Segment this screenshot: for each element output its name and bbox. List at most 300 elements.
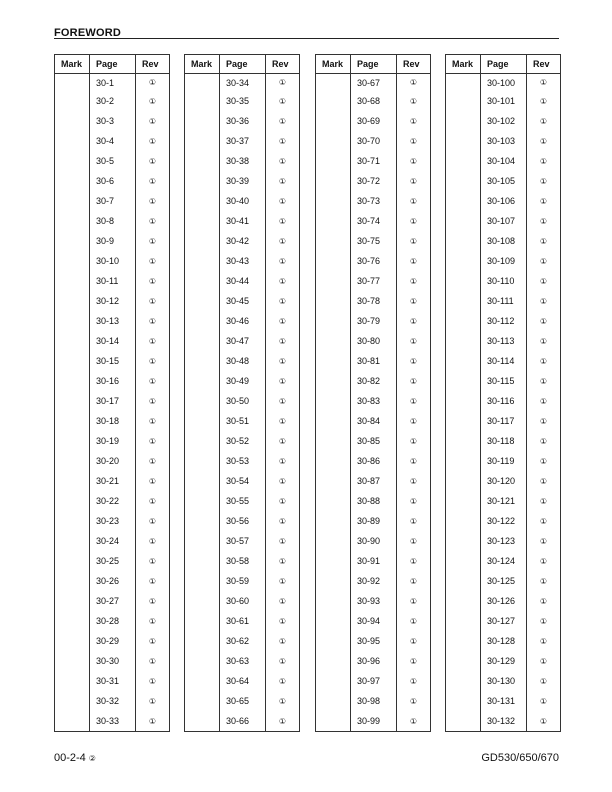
page-cell: 30-18	[90, 411, 136, 431]
page-cell: 30-118	[481, 431, 527, 451]
page-cell: 30-112	[481, 311, 527, 331]
rev-cell: ①	[266, 231, 300, 251]
table-row	[446, 611, 561, 631]
table-row	[185, 74, 300, 92]
rev-cell: ①	[266, 251, 300, 271]
page-cell: 30-71	[351, 151, 397, 171]
table-row	[316, 651, 431, 671]
mark-cell	[185, 451, 220, 471]
page-cell: 30-49	[220, 371, 266, 391]
rev-cell: ①	[266, 591, 300, 611]
rev-cell: ①	[397, 671, 431, 691]
table-row	[316, 411, 431, 431]
mark-cell	[316, 251, 351, 271]
page-cell: 30-8	[90, 211, 136, 231]
mark-cell	[55, 91, 90, 111]
mark-cell	[316, 371, 351, 391]
mark-cell	[446, 191, 481, 211]
table-header-row	[316, 55, 431, 74]
column-header-page: Page	[481, 55, 527, 74]
footer-page-number	[54, 752, 96, 764]
mark-cell	[446, 111, 481, 131]
page-cell: 30-30	[90, 651, 136, 671]
table-row	[446, 571, 561, 591]
rev-cell: ①	[266, 331, 300, 351]
table-row	[446, 231, 561, 251]
rev-cell: ①	[527, 331, 561, 351]
page-cell: 30-128	[481, 631, 527, 651]
mark-cell	[185, 411, 220, 431]
mark-cell	[55, 171, 90, 191]
rev-cell: ①	[397, 191, 431, 211]
mark-cell	[446, 471, 481, 491]
page-cell: 30-6	[90, 171, 136, 191]
mark-cell	[185, 311, 220, 331]
page-cell: 30-100	[481, 74, 527, 92]
table-row	[446, 471, 561, 491]
rev-cell: ①	[527, 271, 561, 291]
rev-cell: ①	[136, 91, 170, 111]
page-cell: 30-93	[351, 591, 397, 611]
rev-cell: ①	[397, 271, 431, 291]
table-row	[185, 151, 300, 171]
page-cell: 30-62	[220, 631, 266, 651]
table-row	[55, 111, 170, 131]
rev-cell: ①	[136, 311, 170, 331]
page-cell: 30-124	[481, 551, 527, 571]
table-row	[55, 331, 170, 351]
rev-cell: ①	[266, 411, 300, 431]
mark-cell	[446, 491, 481, 511]
mark-cell	[185, 631, 220, 651]
mark-cell	[185, 74, 220, 92]
table-row	[185, 291, 300, 311]
page-cell: 30-20	[90, 451, 136, 471]
table-row	[185, 471, 300, 491]
mark-cell	[316, 74, 351, 92]
mark-cell	[316, 211, 351, 231]
mark-cell	[446, 231, 481, 251]
mark-cell	[446, 371, 481, 391]
mark-cell	[55, 451, 90, 471]
page-cell: 30-38	[220, 151, 266, 171]
rev-cell: ①	[527, 671, 561, 691]
rev-cell: ①	[527, 211, 561, 231]
mark-cell	[316, 311, 351, 331]
table-row	[316, 291, 431, 311]
page-cell: 30-113	[481, 331, 527, 351]
table-row	[316, 391, 431, 411]
table-header-row	[185, 55, 300, 74]
page-cell: 30-3	[90, 111, 136, 131]
rev-cell: ①	[527, 371, 561, 391]
table-row	[185, 611, 300, 631]
rev-cell: ①	[266, 151, 300, 171]
table-row	[446, 491, 561, 511]
table-row	[316, 271, 431, 291]
rev-cell: ①	[266, 611, 300, 631]
page-cell: 30-72	[351, 171, 397, 191]
page-cell: 30-77	[351, 271, 397, 291]
rev-cell: ①	[266, 471, 300, 491]
rev-cell: ①	[527, 311, 561, 331]
page-cell: 30-19	[90, 431, 136, 451]
mark-cell	[55, 151, 90, 171]
table-row	[55, 191, 170, 211]
page-cell: 30-80	[351, 331, 397, 351]
table-row	[446, 391, 561, 411]
revision-table-2	[184, 54, 300, 732]
rev-cell: ①	[397, 351, 431, 371]
page-cell: 30-31	[90, 671, 136, 691]
mark-cell	[316, 491, 351, 511]
page-cell: 30-29	[90, 631, 136, 651]
rev-cell: ①	[136, 711, 170, 732]
rev-cell: ①	[266, 691, 300, 711]
table-row	[55, 711, 170, 732]
rev-cell: ①	[397, 231, 431, 251]
table-row	[185, 411, 300, 431]
rev-cell: ①	[136, 431, 170, 451]
table-row	[185, 191, 300, 211]
table-row	[316, 351, 431, 371]
page-cell: 30-16	[90, 371, 136, 391]
page-cell: 30-69	[351, 111, 397, 131]
mark-cell	[446, 431, 481, 451]
mark-cell	[185, 331, 220, 351]
table-row	[185, 651, 300, 671]
mark-cell	[55, 371, 90, 391]
table-row	[55, 291, 170, 311]
rev-cell: ①	[527, 251, 561, 271]
page-cell: 30-21	[90, 471, 136, 491]
rev-cell: ①	[136, 611, 170, 631]
page-cell: 30-12	[90, 291, 136, 311]
page-cell: 30-126	[481, 591, 527, 611]
rev-cell: ①	[266, 391, 300, 411]
column-header-rev: Rev	[136, 55, 170, 74]
mark-cell	[185, 651, 220, 671]
mark-cell	[185, 531, 220, 551]
table-row	[55, 451, 170, 471]
mark-cell	[446, 711, 481, 732]
page-cell: 30-92	[351, 571, 397, 591]
mark-cell	[446, 271, 481, 291]
page-cell: 30-61	[220, 611, 266, 631]
rev-cell: ①	[266, 651, 300, 671]
mark-cell	[316, 231, 351, 251]
page-cell: 30-13	[90, 311, 136, 331]
mark-cell	[185, 211, 220, 231]
table-row	[55, 391, 170, 411]
table-row	[316, 131, 431, 151]
mark-cell	[446, 451, 481, 471]
table-row	[55, 231, 170, 251]
rev-cell: ①	[397, 651, 431, 671]
revision-table-1	[54, 54, 170, 732]
table-row	[446, 74, 561, 92]
table-row	[446, 671, 561, 691]
rev-cell: ①	[136, 391, 170, 411]
page-cell: 30-97	[351, 671, 397, 691]
mark-cell	[185, 711, 220, 732]
mark-cell	[185, 251, 220, 271]
rev-cell: ①	[136, 131, 170, 151]
mark-cell	[185, 231, 220, 251]
table-row	[55, 671, 170, 691]
page-cell: 30-102	[481, 111, 527, 131]
page-cell: 30-50	[220, 391, 266, 411]
page-cell: 30-25	[90, 551, 136, 571]
page-cell: 30-5	[90, 151, 136, 171]
table-row	[446, 171, 561, 191]
rev-cell: ①	[397, 631, 431, 651]
page-cell: 30-14	[90, 331, 136, 351]
mark-cell	[316, 411, 351, 431]
rev-cell: ①	[266, 711, 300, 732]
page-cell: 30-26	[90, 571, 136, 591]
rev-cell: ①	[527, 491, 561, 511]
rev-cell: ①	[266, 371, 300, 391]
table-row	[55, 551, 170, 571]
page-cell: 30-73	[351, 191, 397, 211]
table-row	[185, 711, 300, 732]
table-row	[55, 491, 170, 511]
rev-cell: ①	[136, 671, 170, 691]
mark-cell	[185, 591, 220, 611]
page-cell: 30-81	[351, 351, 397, 371]
page-cell: 30-23	[90, 511, 136, 531]
rev-cell: ①	[397, 111, 431, 131]
table-row	[185, 271, 300, 291]
page-cell: 30-66	[220, 711, 266, 732]
table-row	[446, 251, 561, 271]
rev-cell: ①	[266, 451, 300, 471]
table-row	[185, 691, 300, 711]
page-cell: 30-43	[220, 251, 266, 271]
table-row	[316, 571, 431, 591]
page-cell: 30-98	[351, 691, 397, 711]
mark-cell	[446, 331, 481, 351]
table-row	[446, 371, 561, 391]
mark-cell	[446, 311, 481, 331]
table-row	[55, 651, 170, 671]
column-header-mark: Mark	[185, 55, 220, 74]
rev-cell: ①	[266, 211, 300, 231]
rev-cell: ①	[266, 291, 300, 311]
table-row	[446, 431, 561, 451]
mark-cell	[446, 391, 481, 411]
table-row	[446, 691, 561, 711]
rev-cell: ①	[136, 331, 170, 351]
table-row	[316, 611, 431, 631]
rev-cell: ①	[397, 431, 431, 451]
page-cell: 30-57	[220, 531, 266, 551]
table-row	[55, 591, 170, 611]
page-cell: 30-84	[351, 411, 397, 431]
rev-cell: ①	[136, 691, 170, 711]
rev-cell: ①	[527, 591, 561, 611]
mark-cell	[446, 131, 481, 151]
rev-cell: ①	[266, 431, 300, 451]
page-cell: 30-85	[351, 431, 397, 451]
table-row	[316, 631, 431, 651]
page-cell: 30-107	[481, 211, 527, 231]
rev-cell: ①	[136, 171, 170, 191]
mark-cell	[55, 351, 90, 371]
page-cell: 30-52	[220, 431, 266, 451]
page-cell: 30-114	[481, 351, 527, 371]
table-row	[316, 111, 431, 131]
mark-cell	[316, 431, 351, 451]
rev-cell: ①	[527, 91, 561, 111]
mark-cell	[446, 351, 481, 371]
rev-cell: ①	[527, 611, 561, 631]
mark-cell	[185, 111, 220, 131]
mark-cell	[185, 391, 220, 411]
mark-cell	[185, 691, 220, 711]
rev-cell: ①	[266, 631, 300, 651]
mark-cell	[185, 551, 220, 571]
header-rule	[54, 38, 559, 39]
revision-table-4	[445, 54, 561, 732]
mark-cell	[316, 91, 351, 111]
table-row	[55, 351, 170, 371]
page-cell: 30-130	[481, 671, 527, 691]
rev-cell: ①	[527, 391, 561, 411]
page-cell: 30-60	[220, 591, 266, 611]
table-row	[446, 131, 561, 151]
mark-cell	[446, 151, 481, 171]
page-cell: 30-58	[220, 551, 266, 571]
mark-cell	[55, 711, 90, 732]
table-row	[446, 711, 561, 732]
page-cell: 30-33	[90, 711, 136, 732]
table-row	[316, 471, 431, 491]
page-title: FOREWORD	[54, 27, 121, 39]
table-row	[55, 211, 170, 231]
rev-cell: ①	[136, 511, 170, 531]
page-cell: 30-83	[351, 391, 397, 411]
page-cell: 30-129	[481, 651, 527, 671]
table-row	[316, 491, 431, 511]
table-row	[55, 431, 170, 451]
table-row	[55, 371, 170, 391]
rev-cell: ①	[527, 551, 561, 571]
mark-cell	[185, 671, 220, 691]
table-row	[316, 331, 431, 351]
rev-cell: ①	[397, 611, 431, 631]
mark-cell	[446, 531, 481, 551]
page-cell: 30-1	[90, 74, 136, 92]
page-cell: 30-47	[220, 331, 266, 351]
mark-cell	[316, 691, 351, 711]
rev-cell: ①	[527, 351, 561, 371]
page-cell: 30-44	[220, 271, 266, 291]
table-row	[55, 251, 170, 271]
mark-cell	[316, 611, 351, 631]
mark-cell	[316, 331, 351, 351]
mark-cell	[316, 471, 351, 491]
page-cell: 30-86	[351, 451, 397, 471]
page-cell: 30-76	[351, 251, 397, 271]
page-cell: 30-106	[481, 191, 527, 211]
mark-cell	[316, 711, 351, 732]
table-row	[316, 711, 431, 732]
page-cell: 30-15	[90, 351, 136, 371]
mark-cell	[316, 151, 351, 171]
rev-cell: ①	[397, 591, 431, 611]
mark-cell	[185, 511, 220, 531]
mark-cell	[55, 491, 90, 511]
page-cell: 30-24	[90, 531, 136, 551]
column-header-page: Page	[90, 55, 136, 74]
column-header-mark: Mark	[316, 55, 351, 74]
rev-cell: ①	[136, 231, 170, 251]
rev-cell: ①	[527, 411, 561, 431]
table-row	[185, 451, 300, 471]
table-row	[185, 231, 300, 251]
rev-cell: ①	[397, 551, 431, 571]
mark-cell	[55, 191, 90, 211]
table-row	[185, 251, 300, 271]
page-cell: 30-101	[481, 91, 527, 111]
rev-cell: ①	[266, 171, 300, 191]
mark-cell	[185, 171, 220, 191]
rev-cell: ①	[136, 211, 170, 231]
rev-cell: ①	[527, 511, 561, 531]
mark-cell	[185, 431, 220, 451]
table-row	[185, 431, 300, 451]
page-cell: 30-42	[220, 231, 266, 251]
rev-cell: ①	[527, 171, 561, 191]
mark-cell	[316, 531, 351, 551]
page-cell: 30-132	[481, 711, 527, 732]
mark-cell	[185, 351, 220, 371]
table-header-row	[446, 55, 561, 74]
table-row	[185, 391, 300, 411]
rev-cell: ①	[266, 531, 300, 551]
mark-cell	[185, 271, 220, 291]
rev-cell: ①	[527, 151, 561, 171]
mark-cell	[316, 351, 351, 371]
page-cell: 30-115	[481, 371, 527, 391]
page-cell: 30-116	[481, 391, 527, 411]
table-row	[185, 371, 300, 391]
table-row	[316, 231, 431, 251]
mark-cell	[55, 271, 90, 291]
table-row	[316, 191, 431, 211]
rev-cell: ①	[266, 91, 300, 111]
table-row	[185, 491, 300, 511]
table-row	[185, 571, 300, 591]
table-row	[446, 211, 561, 231]
rev-cell: ①	[266, 551, 300, 571]
mark-cell	[55, 611, 90, 631]
page-cell: 30-95	[351, 631, 397, 651]
table-row	[185, 531, 300, 551]
rev-cell: ①	[266, 311, 300, 331]
mark-cell	[55, 111, 90, 131]
rev-cell: ①	[266, 671, 300, 691]
page-cell: 30-35	[220, 91, 266, 111]
table-row	[185, 331, 300, 351]
column-header-page: Page	[351, 55, 397, 74]
page-cell: 30-45	[220, 291, 266, 311]
table-row	[446, 111, 561, 131]
table-row	[446, 331, 561, 351]
table-row	[55, 411, 170, 431]
